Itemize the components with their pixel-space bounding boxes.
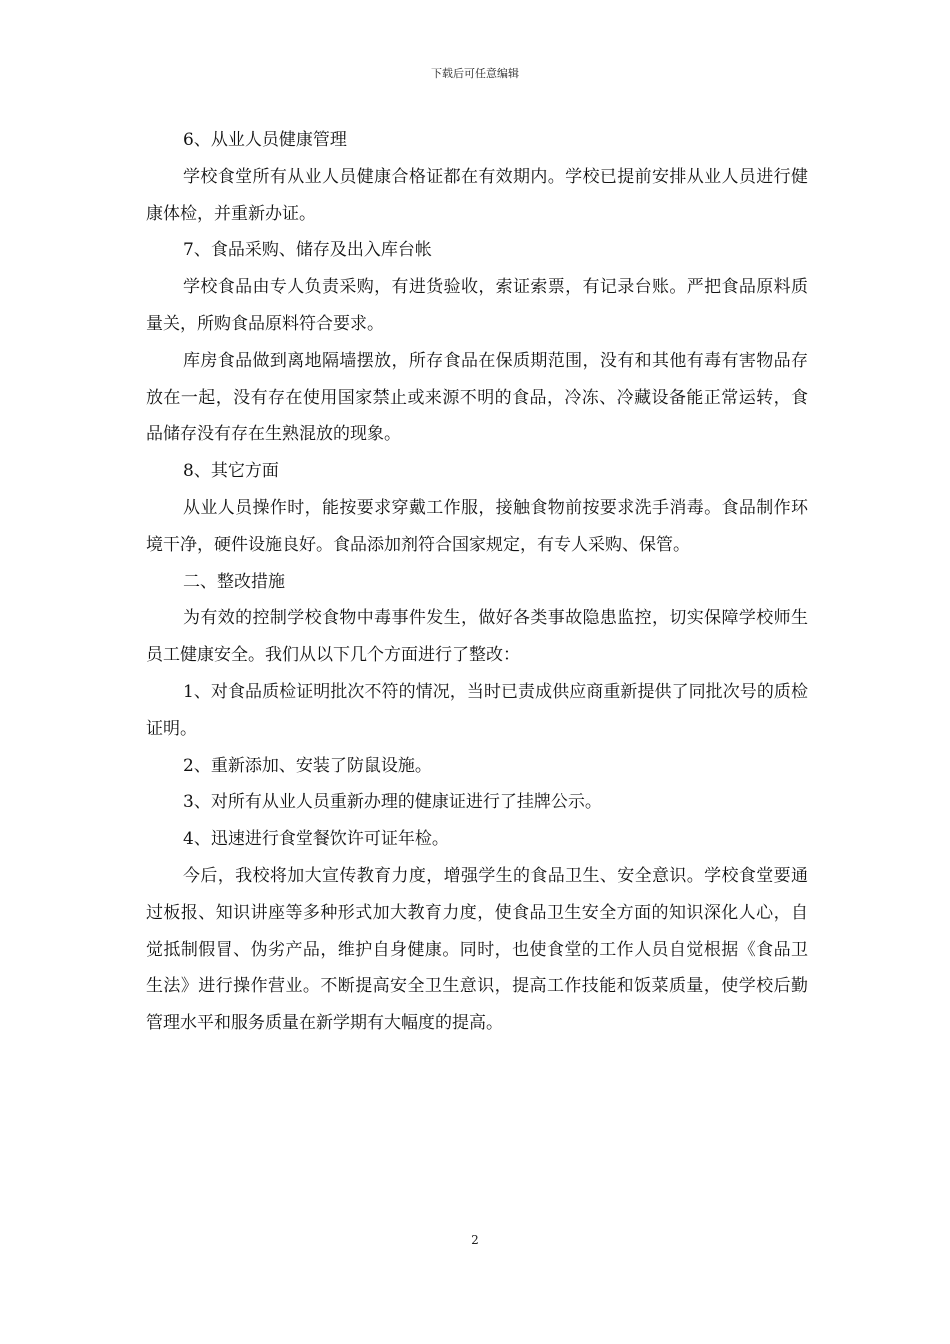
page-number: 2 — [471, 1233, 479, 1247]
document-body — [146, 122, 808, 1042]
list-item-measure-3: 3、对所有从业人员重新办理的健康证进行了挂牌公示。 — [183, 792, 602, 813]
paragraph-other: 从业人员操作时，能按要求穿戴工作服，接触食物前按要求洗手消毒。食品制作环境干净，硬件设施良好。食品添加剂符合国家规定，有专人采购、保管。 — [146, 497, 808, 555]
paragraph-staff-health: 学校食堂所有从业人员健康合格证都在有效期内。学校已提前安排从业人员进行健康体检，并重新办证。 — [146, 166, 808, 224]
list-item-measure-2: 2、重新添加、安装了防鼠设施。 — [183, 755, 432, 776]
section-heading-other: 8、其它方面 — [183, 461, 279, 482]
list-item-measure-4: 4、迅速进行食堂餐饮许可证年检。 — [183, 829, 449, 850]
list-item-measure-1: 1、对食品质检证明批次不符的情况，当时已责成供应商重新提供了同批次号的质检证明。 — [146, 681, 808, 739]
section-heading-staff-health: 6、从业人员健康管理 — [183, 130, 347, 150]
page-header-note: 下载后可任意编辑 — [431, 67, 519, 80]
section-heading-rectification: 二、整改措施 — [183, 571, 285, 592]
paragraph-storage: 库房食品做到离地隔墙摆放，所存食品在保质期范围，没有和其他有毒有害物品存放在一起，没有存在使用国家禁止或来源不明的食品，冷冻、冷藏设备能正常运转，食品储存没有存在生熟混放的现象。 — [146, 350, 808, 445]
paragraph-rectification-intro: 为有效的控制学校食物中毒事件发生，做好各类事故隐患监控，切实保障学校师生员工健康安全。我们从以下几个方面进行了整改： — [146, 608, 808, 666]
paragraph-conclusion: 今后，我校将加大宣传教育力度，增强学生的食品卫生、安全意识。学校食堂要通过板报、知识讲座等多种形式加大教育力度，使食品卫生安全方面的知识深化人心，自觉抵制假冒、伪劣产品，维护自身健康。同时，也使食堂的工作人员自觉根据《食品卫生法》进行操作营业。不断提高安全卫生意识，提高工作技能和饭菜质量，使学校后勤管理水平和服务质量在新学期有大幅度的提高。 — [146, 865, 808, 1034]
section-heading-purchasing-ledger: 7、食品采购、储存及出入库台帐 — [183, 240, 432, 261]
paragraph-purchasing: 学校食品由专人负责采购，有进货验收，索证索票，有记录台账。严把食品原料质量关，所购食品原料符合要求。 — [146, 277, 808, 334]
